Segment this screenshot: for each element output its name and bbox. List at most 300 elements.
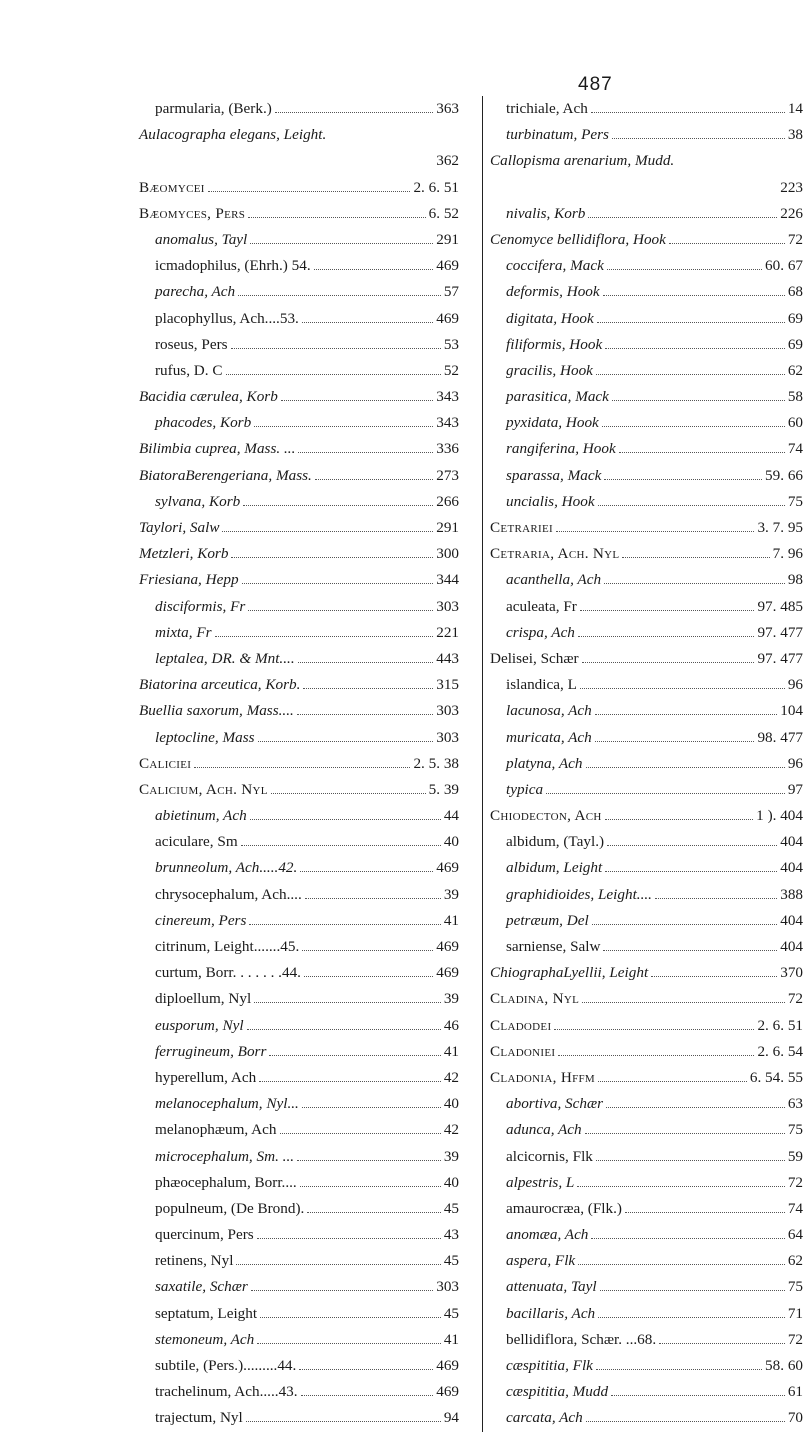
dot-leader xyxy=(257,1333,441,1344)
dot-leader xyxy=(603,285,785,296)
dot-leader xyxy=(222,521,433,532)
entry-pages: 71 xyxy=(787,1304,803,1322)
dot-leader xyxy=(297,704,433,715)
entry-name: Delisei, Schær xyxy=(490,649,579,667)
entry-name: melanocephalum, Nyl... xyxy=(155,1095,299,1113)
entry-name: crispa, Ach xyxy=(506,623,575,641)
entry-name: turbinatum, Pers xyxy=(506,126,609,144)
entry-pages: 2. 6. 51 xyxy=(413,178,459,196)
entry-name: attenuata, Tayl xyxy=(506,1278,597,1296)
dot-leader xyxy=(597,312,785,323)
dot-leader xyxy=(598,495,785,506)
entry-pages: 469 xyxy=(436,257,459,275)
entry-name: cæspititia, Flk xyxy=(506,1357,593,1374)
dot-leader xyxy=(299,1359,433,1370)
entry-pages: 6. 54. 55 xyxy=(749,1068,803,1086)
dot-leader xyxy=(301,1385,434,1396)
index-entry xyxy=(490,463,803,489)
dot-leader xyxy=(250,809,441,820)
index-entry xyxy=(490,986,803,1012)
entry-pages: 223 xyxy=(780,178,803,196)
index-entry xyxy=(139,908,459,934)
entry-pages: 45 xyxy=(443,1252,459,1270)
entry-name: hyperellum, Ach xyxy=(155,1068,257,1086)
index-entry xyxy=(490,201,803,227)
entry-name: lacunosa, Ach xyxy=(506,702,592,720)
index-entry xyxy=(139,384,459,410)
dot-leader xyxy=(269,1045,440,1056)
entry-name: subtile, (Pers.).........44. xyxy=(155,1357,297,1374)
entry-pages: 404 xyxy=(780,859,803,877)
entry-name: curtum, Borr. . . . . . .44. xyxy=(155,964,301,982)
entry-pages: 5. 39 xyxy=(428,780,459,798)
index-entry xyxy=(490,96,803,122)
index-entry xyxy=(490,1117,803,1143)
index-column-left xyxy=(139,96,459,1432)
index-entry xyxy=(139,594,459,620)
dot-leader xyxy=(250,233,433,244)
dot-leader xyxy=(605,338,785,349)
index-entry xyxy=(139,1274,459,1300)
entry-name: Calicium, Ach. Nyl xyxy=(139,780,268,798)
entry-pages: 3. 7. 95 xyxy=(757,519,803,536)
index-entry xyxy=(490,358,803,384)
entry-pages: 74 xyxy=(787,1199,803,1217)
entry-pages: 45 xyxy=(443,1304,459,1322)
entry-pages: 60. 67 xyxy=(765,257,803,275)
entry-name: typica xyxy=(506,780,544,798)
entry-name: phæocephalum, Borr.... xyxy=(155,1173,297,1191)
dot-leader xyxy=(556,521,755,532)
entry-name: deformis, Hook xyxy=(506,283,600,301)
entry-name: islandica, L xyxy=(506,676,577,694)
entry-name: adunca, Ach xyxy=(506,1121,582,1139)
dot-leader xyxy=(241,835,441,846)
entry-pages: 98. 477 xyxy=(757,728,803,746)
dot-leader xyxy=(314,259,434,270)
index-entry xyxy=(490,725,803,751)
entry-pages: 64 xyxy=(787,1226,803,1244)
entry-pages: 52 xyxy=(443,361,459,379)
entry-name: aspera, Flk xyxy=(506,1252,576,1270)
index-entry xyxy=(139,567,459,593)
index-entry xyxy=(490,672,803,698)
dot-leader xyxy=(302,1097,441,1108)
index-entry xyxy=(490,1013,803,1039)
dot-leader xyxy=(611,1385,785,1396)
index-entry xyxy=(490,515,803,541)
dot-leader xyxy=(298,652,434,663)
entry-name: ferrugineum, Borr xyxy=(155,1042,267,1060)
entry-name: cæspititia, Mudd xyxy=(506,1383,609,1401)
entry-name: Callopisma arenarium, Mudd. xyxy=(490,152,675,170)
index-entry xyxy=(490,646,803,672)
index-entry xyxy=(139,882,459,908)
entry-pages: 58. 60 xyxy=(765,1357,803,1374)
index-entry xyxy=(139,489,459,515)
entry-pages: 39 xyxy=(443,1147,459,1165)
index-entry xyxy=(490,1170,803,1196)
entry-pages: 2. 5. 38 xyxy=(413,754,459,772)
entry-pages: 266 xyxy=(436,492,459,510)
index-entry xyxy=(139,1170,459,1196)
index-entry xyxy=(139,960,459,986)
entry-name: populneum, (De Brond). xyxy=(155,1199,305,1217)
index-entry xyxy=(490,882,803,908)
index-entry xyxy=(490,1327,803,1353)
entry-name: Cetraria, Ach. Nyl xyxy=(490,545,620,563)
entry-pages: 343 xyxy=(436,414,459,432)
index-entry xyxy=(139,1039,459,1065)
entry-name: phacodes, Korb xyxy=(155,414,252,432)
entry-pages: 97. 477 xyxy=(757,623,803,641)
index-entry xyxy=(490,175,803,201)
index-entry xyxy=(139,1353,459,1379)
index-entry xyxy=(139,96,459,122)
entry-pages: 68 xyxy=(787,283,803,301)
dot-leader xyxy=(546,783,785,794)
index-entry xyxy=(490,148,803,174)
entry-name: bellidiflora, Schær. ...68. xyxy=(506,1330,657,1348)
entry-name: sparassa, Mack xyxy=(506,466,602,484)
index-entry xyxy=(139,1405,459,1431)
dot-leader xyxy=(251,1281,433,1292)
dot-leader xyxy=(596,1150,785,1161)
dot-leader xyxy=(208,181,411,192)
dot-leader xyxy=(586,757,785,768)
entry-pages: 94 xyxy=(443,1409,459,1427)
entry-name: Bæomycei xyxy=(139,178,205,196)
dot-leader xyxy=(578,626,755,637)
entry-name: albidum, Leight xyxy=(506,859,603,877)
entry-name: disciformis, Fr xyxy=(155,597,246,615)
entry-name: platyna, Ach xyxy=(506,754,583,772)
entry-name: saxatile, Schær xyxy=(155,1278,248,1296)
dot-leader xyxy=(582,993,785,1004)
entry-name: eusporum, Nyl xyxy=(155,1016,244,1034)
dot-leader xyxy=(247,1019,441,1030)
entry-name: digitata, Hook xyxy=(506,309,594,327)
entry-pages: 72 xyxy=(787,1330,803,1348)
dot-leader xyxy=(577,1176,784,1187)
entry-pages: 40 xyxy=(443,833,459,851)
entry-pages: 344 xyxy=(436,571,459,589)
entry-name: stemoneum, Ach xyxy=(155,1330,255,1348)
index-entry xyxy=(490,855,803,881)
entry-name: Cladina, Nyl xyxy=(490,990,580,1008)
entry-name: bacillaris, Ach xyxy=(506,1304,596,1322)
entry-name: chrysocephalum, Ach.... xyxy=(155,885,302,903)
index-entry xyxy=(139,332,459,358)
dot-leader xyxy=(619,443,785,454)
dot-leader xyxy=(254,993,441,1004)
entry-pages: 469 xyxy=(436,1383,459,1401)
entry-name: Cetrariei xyxy=(490,519,553,536)
dot-leader xyxy=(588,207,777,218)
entry-pages: 273 xyxy=(436,466,459,484)
dot-leader xyxy=(586,1412,785,1423)
dot-leader xyxy=(607,259,762,270)
index-entry xyxy=(490,436,803,462)
dot-leader xyxy=(612,128,785,139)
dot-leader xyxy=(655,888,777,899)
index-entry xyxy=(139,725,459,751)
entry-name: alpestris, L xyxy=(506,1173,575,1191)
entry-pages: 39 xyxy=(443,990,459,1008)
dot-leader xyxy=(280,1123,441,1134)
entry-name: leptalea, DR. & Mnt.... xyxy=(155,649,295,667)
index-entry xyxy=(490,1222,803,1248)
entry-name: acanthella, Ach xyxy=(506,571,602,589)
dot-leader xyxy=(625,1202,785,1213)
entry-name: parmularia, (Berk.) xyxy=(155,100,272,117)
entry-name: muricata, Ach xyxy=(506,728,592,746)
entry-pages: 74 xyxy=(787,440,803,458)
dot-leader xyxy=(194,757,410,768)
entry-pages: 43 xyxy=(443,1226,459,1244)
index-entry xyxy=(139,751,459,777)
entry-name: abortiva, Schær xyxy=(506,1095,604,1113)
index-entry xyxy=(139,253,459,279)
index-entry xyxy=(139,777,459,803)
entry-name: aciculare, Sm xyxy=(155,833,238,851)
entry-name: quercinum, Pers xyxy=(155,1226,254,1244)
index-entry xyxy=(139,463,459,489)
dot-leader xyxy=(215,626,434,637)
dot-leader xyxy=(595,704,777,715)
entry-pages: 388 xyxy=(780,885,803,903)
entry-pages: 40 xyxy=(443,1095,459,1113)
entry-name: microcephalum, Sm. ... xyxy=(155,1147,295,1165)
entry-name: Caliciei xyxy=(139,754,192,772)
entry-pages: 303 xyxy=(436,702,459,720)
entry-pages: 97 xyxy=(787,780,803,798)
index-entry xyxy=(139,934,459,960)
index-entry xyxy=(139,1327,459,1353)
entry-name: carcata, Ach xyxy=(506,1409,583,1427)
entry-pages: 343 xyxy=(436,388,459,406)
dot-leader xyxy=(260,1307,441,1318)
entry-name: sarniense, Salw xyxy=(506,938,601,955)
entry-pages: 62 xyxy=(787,361,803,379)
dot-leader xyxy=(604,574,785,585)
entry-name: uncialis, Hook xyxy=(506,492,595,510)
dot-leader xyxy=(231,547,433,558)
entry-pages: 72 xyxy=(787,990,803,1008)
entry-pages: 97. 485 xyxy=(757,597,803,615)
index-entry xyxy=(490,489,803,515)
entry-name: citrinum, Leight.......45. xyxy=(155,938,300,955)
entry-name: parasitica, Mack xyxy=(506,388,609,406)
entry-name: amaurocræa, (Flk.) xyxy=(506,1199,622,1217)
entry-name: coccifera, Mack xyxy=(506,257,604,275)
index-entry xyxy=(139,829,459,855)
dot-leader xyxy=(236,1254,440,1265)
index-entry xyxy=(139,1144,459,1170)
index-entry xyxy=(490,751,803,777)
dot-leader xyxy=(259,1071,441,1082)
index-entry xyxy=(490,698,803,724)
index-entry xyxy=(490,1065,803,1091)
index-entry xyxy=(139,1196,459,1222)
index-entry xyxy=(490,960,803,986)
dot-leader xyxy=(612,390,785,401)
entry-name: icmadophilus, (Ehrh.) 54. xyxy=(155,257,311,275)
index-entry xyxy=(490,1248,803,1274)
entry-pages: 60 xyxy=(787,414,803,432)
dot-leader xyxy=(242,574,434,585)
entry-pages: 404 xyxy=(780,938,803,955)
entry-name: pyxidata, Hook xyxy=(506,414,599,432)
dot-leader xyxy=(591,1228,784,1239)
entry-pages: 469 xyxy=(436,309,459,327)
entry-pages: 38 xyxy=(787,126,803,144)
entry-name: abietinum, Ach xyxy=(155,807,247,825)
entry-name: trajectum, Nyl xyxy=(155,1409,243,1427)
entry-name: sylvana, Korb xyxy=(155,492,241,510)
entry-pages: 45 xyxy=(443,1199,459,1217)
index-entry xyxy=(490,1196,803,1222)
entry-pages: 362 xyxy=(436,152,459,170)
entry-pages: 303 xyxy=(436,597,459,615)
dot-leader xyxy=(302,312,433,323)
index-entry xyxy=(139,410,459,436)
entry-pages: 97. 477 xyxy=(757,649,803,667)
entry-name: retinens, Nyl xyxy=(155,1252,234,1270)
entry-pages: 1 ). 404 xyxy=(756,807,803,825)
entry-pages: 469 xyxy=(436,938,459,955)
entry-pages: 469 xyxy=(436,859,459,877)
entry-name: septatum, Leight xyxy=(155,1304,258,1322)
entry-pages: 59. 66 xyxy=(765,466,803,484)
entry-name: trichiale, Ach xyxy=(506,100,588,117)
index-entry xyxy=(139,1117,459,1143)
dot-leader xyxy=(596,364,785,375)
index-entry xyxy=(490,410,803,436)
entry-name: roseus, Pers xyxy=(155,335,228,353)
entry-pages: 226 xyxy=(780,204,803,222)
dot-leader xyxy=(600,1281,785,1292)
entry-name: Cladodei xyxy=(490,1016,552,1034)
dot-leader xyxy=(582,652,755,663)
dot-leader xyxy=(598,1071,747,1082)
entry-name: anomalus, Tayl xyxy=(155,230,248,248)
dot-leader xyxy=(307,1202,440,1213)
entry-name: alcicornis, Flk xyxy=(506,1147,593,1165)
index-entry xyxy=(490,1301,803,1327)
index-entry xyxy=(139,1222,459,1248)
index-entry xyxy=(139,148,459,174)
dot-leader xyxy=(604,469,762,480)
dot-leader xyxy=(580,678,785,689)
index-entry xyxy=(139,986,459,1012)
index-entry xyxy=(490,1091,803,1117)
dot-leader xyxy=(591,102,785,113)
entry-pages: 40 xyxy=(443,1173,459,1191)
entry-name: Cenomyce bellidiflora, Hook xyxy=(490,230,666,248)
entry-pages: 363 xyxy=(436,100,459,117)
index-entry xyxy=(139,201,459,227)
dot-leader xyxy=(592,914,778,925)
entry-pages: 41 xyxy=(443,1330,459,1348)
dot-leader xyxy=(254,416,433,427)
index-entry xyxy=(139,515,459,541)
dot-leader xyxy=(249,914,440,925)
index-entry xyxy=(490,934,803,960)
entry-name: diploellum, Nyl xyxy=(155,990,252,1008)
entry-name: ChiographaLyellii, Leight xyxy=(490,964,649,982)
index-entry xyxy=(490,803,803,829)
dot-leader xyxy=(315,469,433,480)
index-column-right xyxy=(482,96,803,1432)
dot-leader xyxy=(257,1228,441,1239)
entry-name: Biatorina arceutica, Korb. xyxy=(139,676,301,694)
entry-name: albidum, (Tayl.) xyxy=(506,833,605,851)
entry-name: Metzleri, Korb xyxy=(139,545,229,563)
dot-leader xyxy=(602,416,785,427)
index-entry xyxy=(490,541,803,567)
entry-pages: 303 xyxy=(436,1278,459,1296)
entry-pages: 303 xyxy=(436,728,459,746)
entry-name: aculeata, Fr xyxy=(506,597,577,615)
index-entry xyxy=(139,306,459,332)
index-entry xyxy=(490,829,803,855)
index-entry xyxy=(139,620,459,646)
entry-pages: 69 xyxy=(787,309,803,327)
dot-leader xyxy=(305,888,441,899)
entry-name: trachelinum, Ach.....43. xyxy=(155,1383,298,1401)
index-entry xyxy=(490,594,803,620)
entry-pages: 46 xyxy=(443,1016,459,1034)
dot-leader xyxy=(622,547,769,558)
entry-pages: 57 xyxy=(443,283,459,301)
entry-pages: 300 xyxy=(436,545,459,563)
entry-name: Friesiana, Hepp xyxy=(139,571,239,589)
entry-pages: 75 xyxy=(787,492,803,510)
entry-name: mixta, Fr xyxy=(155,623,212,641)
entry-name: parecha, Ach xyxy=(155,283,236,301)
entry-name: Taylori, Salw xyxy=(139,519,220,536)
index-entry xyxy=(490,1353,803,1379)
index-entry xyxy=(490,1039,803,1065)
dot-leader xyxy=(246,1412,441,1423)
entry-name: Chiodecton, Ach xyxy=(490,807,602,825)
dot-leader xyxy=(298,443,433,454)
entry-pages: 96 xyxy=(787,754,803,772)
index-entry xyxy=(490,620,803,646)
dot-leader xyxy=(595,731,755,742)
entry-name: Cladonia, Hffm xyxy=(490,1068,596,1086)
dot-leader xyxy=(607,835,777,846)
dot-leader xyxy=(300,862,433,873)
page-number: 487 xyxy=(578,74,613,95)
index-entry xyxy=(139,1091,459,1117)
dot-leader xyxy=(580,600,755,611)
entry-name: Buellia saxorum, Mass.... xyxy=(139,702,294,720)
entry-pages: 59 xyxy=(787,1147,803,1165)
entry-pages: 336 xyxy=(436,440,459,458)
dot-leader xyxy=(596,1359,762,1370)
entry-pages: 98 xyxy=(787,571,803,589)
entry-name: brunneolum, Ach.....42. xyxy=(155,859,298,877)
index-entry xyxy=(139,672,459,698)
entry-pages: 469 xyxy=(436,964,459,982)
dot-leader xyxy=(226,364,441,375)
index-entry xyxy=(490,122,803,148)
index-entry xyxy=(490,1379,803,1405)
index-entry xyxy=(490,279,803,305)
entry-pages: 75 xyxy=(787,1278,803,1296)
